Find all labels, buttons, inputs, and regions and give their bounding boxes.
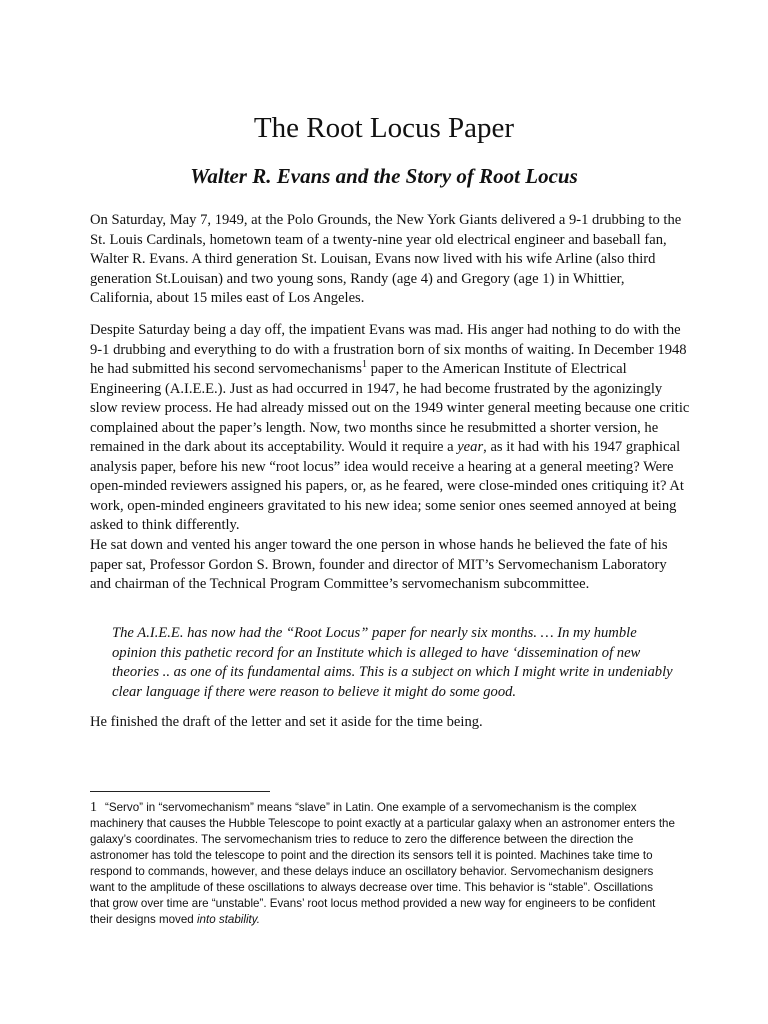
page-title: The Root Locus Paper xyxy=(253,112,515,144)
page-subtitle: Walter R. Evans and the Story of Root Locus xyxy=(190,164,578,188)
footnote-reference[interactable]: 1 xyxy=(361,359,367,371)
footnote-text: “Servo” in “servomechanism” means “slave” in Latin. One example of a servomechanism is the complex machinery that causes the Hubble Telescope to point exactly at a particular galaxy when an astronomer enters the galaxy’s coordinates. The servomechanism tries to reduce to zero the difference between the direction the astronomer has told the telescope to point and the direction its sensors tell it is pointed. Machines take time to respond to commands, however, and these delays induce an oscillatory behavior. Servomechanism designers want to the amplitude of these oscillations to always decrease over time. This behavior is “stable”. Oscillations that grow over time are “unstable”. Evans’ root locus method provided a new way for engineers to be confident their designs moved xyxy=(90,801,675,926)
paragraph-3: He sat down and vented his anger toward the one person in whose hands he believed the fate of his paper sat, Professor Gordon S. Brown, founder and director of MIT’s Servomechanism Laboratory and chairman of the Technical Program Committee’s servomechanism subcommittee. xyxy=(90,537,668,592)
letter-quote: The A.I.E.E. has now had the “Root Locus” paper for nearly six months. … In my humble opinion this pathetic record for an Institute which is alleged to have ‘dissemination of new theories .. as one of its fundamental aims. This is a subject on which I might write in undeniably clear language if there were reason to believe it might do some good. xyxy=(112,625,673,700)
paragraph-2 xyxy=(90,321,690,536)
paragraph-2-italic-word: year xyxy=(457,439,484,455)
paragraph-2-part-3: , as it had with his 1947 graphical analysis paper, before his new “root locus” idea would receive a hearing at a general meeting? Were open-minded reviewers assigned his papers, or, as he feared, were close-minded ones critiquing it? At work, open-minded engineers gravitated to his new idea; some senior ones seemed annoyed at being asked to think differently. xyxy=(90,439,684,533)
footnote-italic-end: into stability. xyxy=(196,913,260,926)
paragraph-2-part-1: Despite Saturday being a day off, the impatient Evans was mad. His anger had nothing to do with the 9-1 drubbing and everything to do with a frustration born of six months of waiting. In December 1948 he had submitted his second servomechanisms xyxy=(90,322,687,377)
footnote-divider xyxy=(90,791,270,792)
footnote xyxy=(90,800,675,928)
footnote-mark: 1 xyxy=(90,800,97,815)
closing-paragraph: He finished the draft of the letter and set it aside for the time being. xyxy=(90,714,483,730)
paragraph-1: On Saturday, May 7, 1949, at the Polo Grounds, the New York Giants delivered a 9-1 drubbing to the St. Louis Cardinals, hometown team of a twenty-nine year old electrical engineer and baseball fan, Walter R. Evans. A third generation St. Louisan, Evans now lived with his wife Arline (also third generation St.Louisan) and two young sons, Randy (age 4) and Gregory (age 1) in Whittier, California, about 15 miles east of Los Angeles. xyxy=(90,212,682,306)
paragraph-2-part-2: paper to the American Institute of Electrical Engineering (A.I.E.E.). Just as had occurred in 1947, he had become frustrated by the agonizingly slow review process. He had already missed out on the 1949 winter general meeting because one critic complained about the paper’s length. Now, two months since he resubmitted a shorter version, he remained in the dark about its acceptability. Would it require a xyxy=(90,361,690,455)
